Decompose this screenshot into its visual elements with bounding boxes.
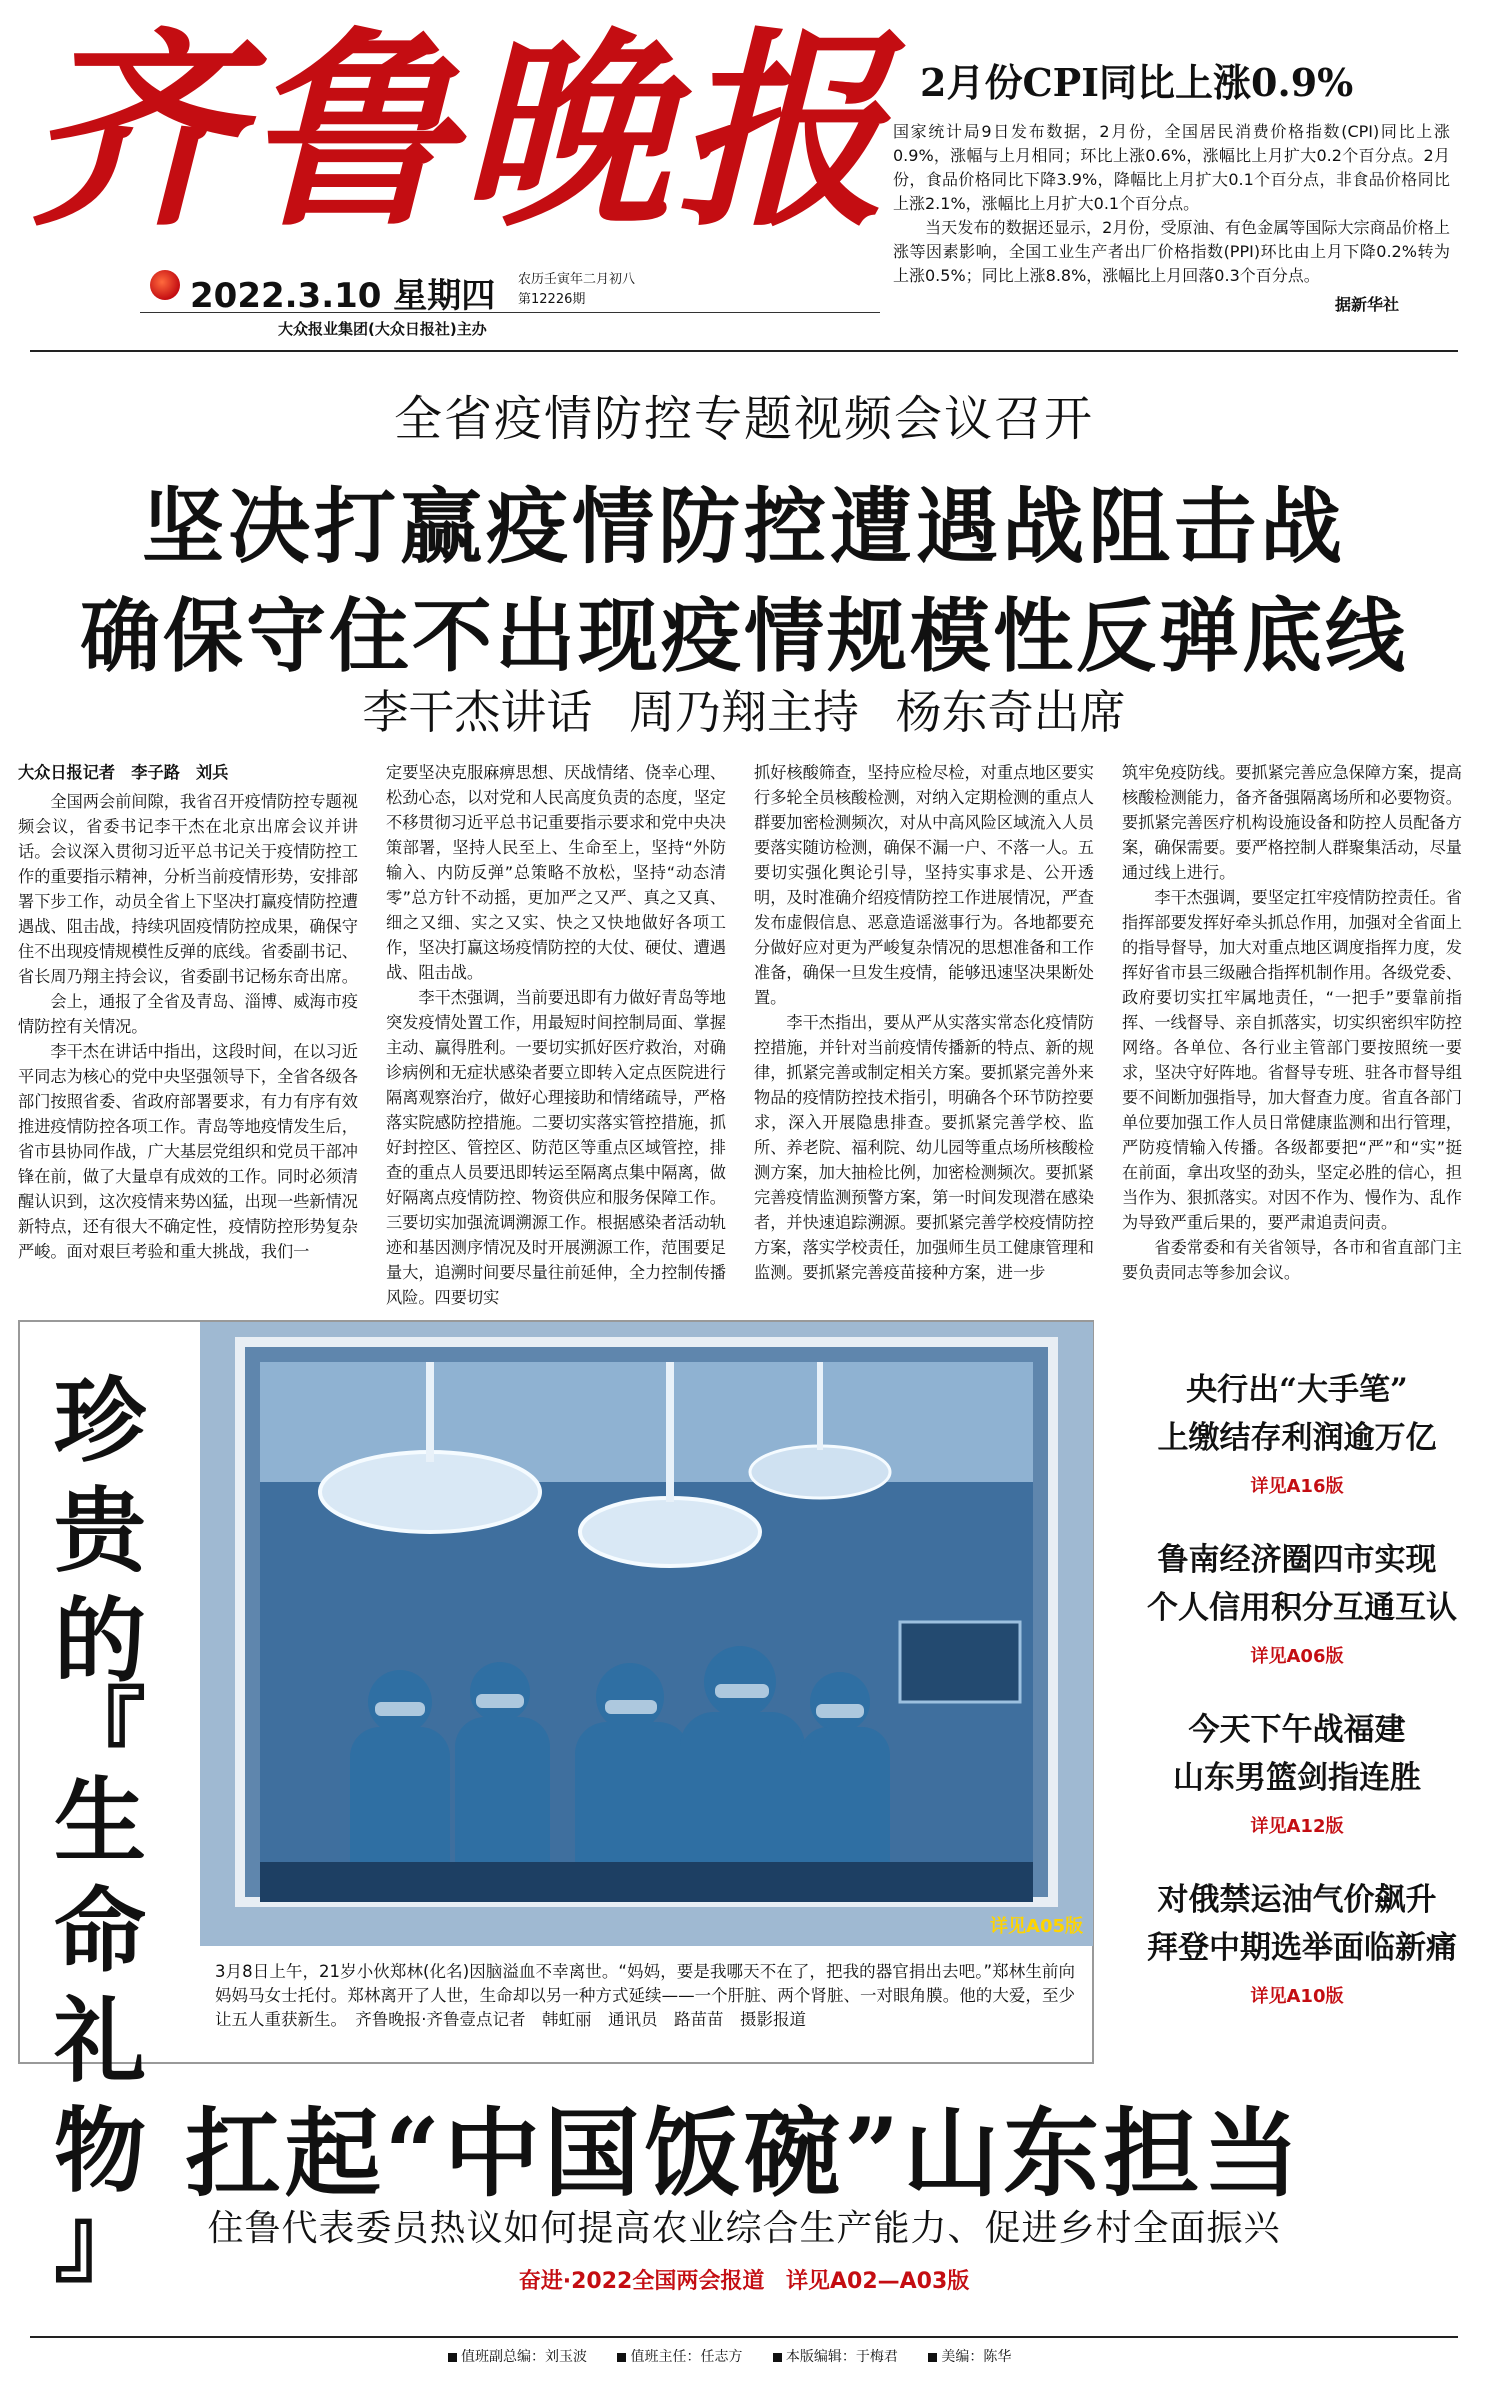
brief-line: 个人信用积分互通互认: [1147, 1590, 1457, 1626]
footer-item: [617, 2349, 742, 2365]
brief-item: [1147, 1366, 1447, 1498]
paragraph: 定要坚决克服麻痹思想、厌战情绪、侥幸心理、松劲心态，以对党和人民高度负责的态度，坚定不移贯彻习近平总书记重要指示要求和党中央决策部署，坚持人民至上、生命至上，坚持“外防输入、内防反弹”总策略不放松，坚持“动态清零”总方针不动摇，更加严之又严、真之又真、细之又细、实之又实、快之又快地做好各项工作，坚决打赢这场疫情防控的大仗、硬仗、遭遇战、阻击战。: [386, 763, 726, 982]
square-bullet-icon: [928, 2353, 937, 2362]
byline: 大众日报记者 李子路 刘兵: [18, 763, 229, 782]
brief-line: 拜登中期选举面临新痛: [1147, 1930, 1457, 1966]
lead-headline-1: 坚决打赢疫情防控遭遇战阻击战: [141, 479, 1346, 575]
newspaper-emblem-icon: [150, 270, 180, 300]
photo-page-ref: 详见A05版: [990, 1916, 1083, 1937]
feature-title-char: 礼: [53, 1987, 146, 2095]
paragraph: 李干杰在讲话中指出，这段时间，在以习近平同志为核心的党中央坚强领导下，全省各级各部门按照省委、省政府部署要求，有力有序有效推进疫情防控各项工作。青岛等地疫情发生后，省市县协同作战，广大基层党组织和党员干部冲锋在前，做了大量卓有成效的工作。同时必须清醒认识到，这次疫情来势凶猛，出现一些新情况新特点，还有很大不确定性，疫情防控形势复杂严峻。面对艰巨考验和重大挑战，我们一: [18, 1042, 358, 1261]
paragraph: 李干杰强调，要坚定扛牢疫情防控责任。省指挥部要发挥好牵头抓总作用，加强对全省面上的指导督导，加大对重点地区调度指挥力度，发挥好省市县三级融合指挥机制作用。各级党委、政府要切实扛牢属地责任，“一把手”要靠前指挥、一线督导、亲自抓落实，切实织密织牢防控网络。各单位、各行业主管部门要按照统一要求，坚决守好阵地。省督导专班、驻各市督导组要不间断加强指导，加大督查力度。省直各部门单位要加强工作人员日常健康监测和出行管理，严防疫情输入传播。各级都要把“严”和“实”挺在前面，拿出攻坚的劲头，坚定必胜的信心，担当作为、狠抓落实。对因不作为、慢作为、乱作为导致严重后果的，要严肃追责问责。: [1122, 888, 1462, 1232]
footer-text: 值班主任：任志方: [630, 2349, 743, 2365]
brief-line: 央行出“大手笔”: [1186, 1372, 1408, 1408]
feature-title-char: 命: [53, 1877, 146, 1985]
brief-page-ref: 详见A06版: [1250, 1646, 1344, 1667]
brief-line: 鲁南经济圈四市实现: [1157, 1542, 1437, 1578]
brief-item: [1147, 1876, 1457, 2008]
brief-item: [1147, 1536, 1457, 1668]
masthead-logo: [28, 8, 908, 255]
feature-title-char: 』: [53, 2187, 146, 2295]
square-bullet-icon: [773, 2353, 782, 2362]
surgery-photo-illustration: [200, 1322, 1093, 1946]
feature-title-char: 贵: [53, 1477, 146, 1585]
cpi-headline: 2月份CPI同比上涨0.9%: [920, 60, 1354, 105]
footer-text: 美编：陈华: [941, 2349, 1012, 2365]
brief-page-ref: 详见A12版: [1250, 1816, 1344, 1837]
footer-item: [773, 2349, 898, 2365]
issue-number: 第12226期: [518, 292, 586, 307]
masthead-logo-text: 齐鲁晚报: [28, 8, 893, 255]
brief-line: 对俄禁运油气价飙升: [1157, 1882, 1437, 1918]
square-bullet-icon: [448, 2353, 457, 2362]
feature-title-char: 生: [53, 1767, 146, 1875]
article-column-1: [18, 760, 358, 1264]
brief-page-ref: 详见A16版: [1250, 1476, 1344, 1497]
surgery-photo: [200, 1322, 1093, 1946]
footer-item: [448, 2349, 587, 2365]
bottom-page-ref: 奋进·2022全国两会报道 详见A02—A03版: [518, 2269, 970, 2294]
cpi-body: 国家统计局9日发布数据，2月份，全国居民消费价格指数(CPI)同比上涨0.9%，涨幅与上月相同；环比上涨0.6%，涨幅比上月扩大0.2个百分点。2月份，食品价格同比下降3.9%，降幅比上月扩大0.1个百分点，非食品价格同比上涨2.1%，涨幅比上月扩大0.1个百分点。 当天发布的数据还显示，2月份，受原油、有色金属等国际大宗商品价格上涨等因素影响，全国工业生产者出厂价格指数(PPI)环比由上月下降0.2%转为上涨0.5%；同比上涨8.8%，涨幅比上月回落0.3个百分点。: [893, 122, 1450, 285]
paragraph: 省委常委和有关省领导，各市和省直部门主要负责同志等参加会议。: [1122, 1238, 1462, 1282]
paragraph: 筑牢免疫防线。要抓紧完善应急保障方案，提高核酸检测能力，备齐备强隔离场所和必要物资。要抓紧完善医疗机构设施设备和防控人员配备方案，确保需要。要严格控制人群聚集活动，尽量通过线上进行。: [1122, 763, 1462, 882]
cpi-source: 据新华社: [1335, 295, 1400, 314]
brief-line: 上缴结存利润逾万亿: [1157, 1420, 1437, 1456]
publisher: 大众报业集团(大众日报社)主办: [278, 320, 487, 338]
lunar-date: 农历壬寅年二月初八: [518, 272, 636, 287]
article-column-3: [754, 760, 1094, 1285]
feature-title-char: 的: [53, 1587, 146, 1695]
bottom-headline: 扛起“中国饭碗”山东担当: [184, 2097, 1304, 2210]
bottom-subhead: 住鲁代表委员热议如何提高农业综合生产能力、促进乡村全面振兴: [207, 2208, 1281, 2249]
paragraph: 李干杰强调，当前要迅即有力做好青岛等地突发疫情处置工作，用最短时间控制局面、掌握主动、赢得胜利。一要切实抓好医疗救治，对确诊病例和无症状感染者要立即转入定点医院进行隔离观察治疗，做好心理接助和情绪疏导，严格落实院感防控措施。二要切实落实管控措施，抓好封控区、管控区、防范区等重点区域管控，排查的重点人员要迅即转运至隔离点集中隔离，做好隔离点疫情防控、物资供应和服务保障工作。三要切实加强流调溯源工作。根据感染者活动轨迹和基因测序情况及时开展溯源工作，范围要足量大，追溯时间要尽量往前延伸，全力控制传播风险。四要切实: [386, 988, 726, 1307]
footer-text: 本版编辑：于梅君: [785, 2349, 898, 2365]
feature-title-char: 『: [53, 1677, 146, 1785]
section-divider: [30, 350, 1458, 352]
photo-caption: 3月8日上午，21岁小伙郑林(化名)因脑溢血不幸离世。“妈妈，要是我哪天不在了，把我的器官捐出去吧。”郑林生前向妈妈马女士托付。郑林离开了人世，生命却以另一种方式延续——一个肝脏、两个肾脏、一对眼角膜。他的大爱，至少让五人重获新生。 齐鲁晚报·齐鲁壹点记者 韩虹丽 通讯员 路苗苗 摄影报道: [215, 1962, 1075, 2029]
feature-title-char: 物: [53, 2097, 146, 2205]
brief-item: [1147, 1706, 1447, 1838]
article-column-4: [1122, 760, 1462, 1285]
paragraph: 李干杰指出，要从严从实落实常态化疫情防控措施，并针对当前疫情传播新的特点、新的规律，抓紧完善或制定相关方案。要抓紧完善外来物品的疫情防控技术指引，明确各个环节防控要求，深入开展隐患排查。要抓紧完善学校、监所、养老院、福利院、幼儿园等重点场所核酸检测方案，加大抽检比例，加密检测频次。要抓紧完善疫情监测预警方案，第一时间发现潜在感染者，并快速追踪溯源。要抓紧完善学校疫情防控方案，落实学校责任，加强师生员工健康管理和监测。要抓紧完善疫苗接种方案，进一步: [754, 1013, 1094, 1282]
lead-subhead: 李干杰讲话 周乃翔主持 杨东奇出席: [362, 685, 1126, 739]
brief-page-ref: 详见A10版: [1250, 1986, 1344, 2007]
masthead-divider: [140, 312, 880, 313]
footer-text: 值班副总编：刘玉波: [461, 2349, 587, 2365]
brief-line: 山东男篮剑指连胜: [1173, 1760, 1421, 1796]
article-column-2: [386, 760, 726, 1310]
lead-headline-2: 确保守住不出现疫情规模性反弹底线: [80, 589, 1408, 683]
paragraph: 会上，通报了全省及青岛、淄博、威海市疫情防控有关情况。: [18, 992, 358, 1036]
footer-item: [928, 2349, 1011, 2365]
paragraph: 抓好核酸筛查，坚持应检尽检，对重点地区要实行多轮全员核酸检测，对纳入定期检测的重点人群要加密检测频次，对从中高风险区域流入人员要落实随访检测，确保不漏一户、不落一人。五要切实强化舆论引导，坚持实事求是、公开透明，及时准确介绍疫情防控工作进展情况，严查发布虚假信息、恶意造谣滋事行为。各地都要充分做好应对更为严峻复杂情况的思想准备和工作准备，确保一旦发生疫情，能够迅速坚决果断处置。: [754, 763, 1094, 1007]
lead-kicker: 全省疫情防控专题视频会议召开: [393, 391, 1094, 447]
brief-line: 今天下午战福建: [1188, 1712, 1406, 1748]
feature-title-char: 珍: [53, 1367, 146, 1475]
issue-date: 2022.3.10 星期四: [190, 276, 496, 316]
square-bullet-icon: [617, 2353, 626, 2362]
paragraph: 全国两会前间隙，我省召开疫情防控专题视频会议，省委书记李干杰在北京出席会议并讲话。会议深入贯彻习近平总书记关于疫情防控工作的重要指示精神，分析当前疫情形势，安排部署下步工作，动员全省上下坚决打赢疫情防控遭遇战、阻击战，持续巩固疫情防控成果，确保守住不出现疫情规模性反弹的底线。省委副书记、省长周乃翔主持会议，省委副书记杨东奇出席。: [18, 792, 358, 986]
editor-footer: [448, 2346, 1037, 2366]
footer-divider: [30, 2336, 1458, 2338]
